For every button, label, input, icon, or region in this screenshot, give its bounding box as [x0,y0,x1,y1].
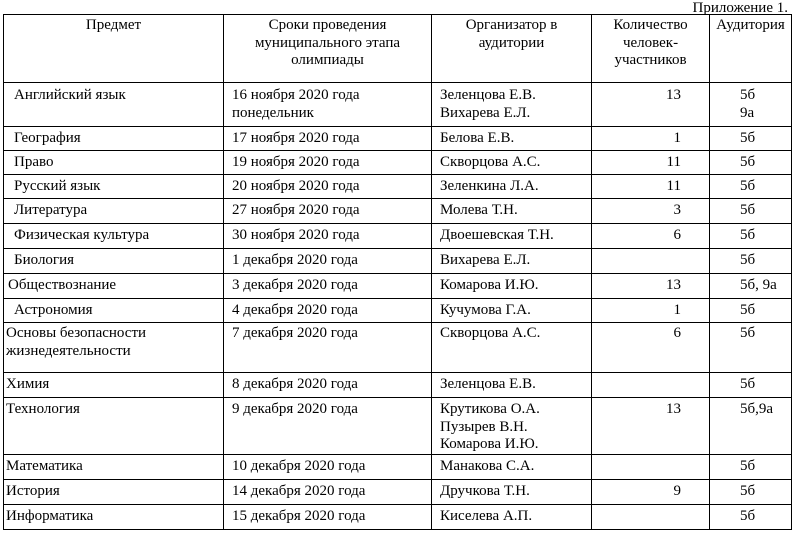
cell-organizer-line: Белова Е.В. [440,130,515,146]
cell-room [710,249,792,274]
cell-subject: Обществознание [4,274,224,299]
cell-room [710,224,792,249]
cell-organizer-line: Зеленцова Е.В. [440,87,536,103]
cell-count [592,373,710,398]
cell-organizer [432,398,592,455]
cell-room-line: 5б [740,457,756,474]
cell-room-line: 5б [740,507,756,524]
cell-date-line: 1 декабря 2020 года [232,252,358,268]
cell-subject: Русский язык [4,175,224,199]
table-row [4,199,792,224]
cell-room [710,199,792,224]
cell-subject: Физическая культура [4,224,224,249]
table-row [4,175,792,199]
cell-date-line: 7 декабря 2020 года [232,325,358,341]
cell-subject: Математика [4,454,224,479]
table-row [4,249,792,274]
cell-date [224,151,432,175]
cell-date-line: 14 декабря 2020 года [232,482,366,499]
cell-organizer-line: Кучумова Г.А. [440,302,531,318]
cell-organizer [432,199,592,224]
cell-organizer-line: Дручкова Т.Н. [440,482,530,499]
table-row [4,127,792,151]
cell-room-line: 5б [740,376,756,392]
cell-room [710,274,792,299]
header-subject: Предмет [4,15,224,83]
cell-room-line: 9а [740,104,755,121]
cell-date-line: 20 ноября 2020 года [232,178,360,194]
cell-date [224,504,432,529]
cell-room-line: 5б [740,87,756,103]
cell-date [224,83,432,127]
cell-subject: Биология [4,249,224,274]
cell-date [224,199,432,224]
cell-room-line: 5б, 9а [740,277,777,293]
cell-date-line: 17 ноября 2020 года [232,130,360,146]
table-row [4,398,792,455]
cell-date [224,249,432,274]
header-count: Количество человек-участников [592,15,710,83]
cell-organizer [432,504,592,529]
cell-room-line: 5б [740,178,756,194]
cell-count: 13 [592,83,710,127]
cell-organizer [432,299,592,323]
cell-room [710,323,792,373]
cell-subject: История [4,479,224,504]
cell-date [224,479,432,504]
cell-room [710,151,792,175]
cell-count: 11 [592,151,710,175]
cell-count [592,249,710,274]
table-row [4,151,792,175]
cell-organizer [432,454,592,479]
cell-room-line: 5б [740,227,756,243]
cell-room-line: 5б [740,130,756,146]
cell-count: 1 [592,299,710,323]
cell-date [224,323,432,373]
cell-room [710,175,792,199]
cell-date-line: 10 декабря 2020 года [232,457,366,474]
header-organizer: Организатор в аудитории [432,15,592,83]
cell-count: 3 [592,199,710,224]
header-room: Аудитория [710,15,792,83]
cell-organizer [432,175,592,199]
table-row [4,83,792,127]
cell-organizer [432,274,592,299]
cell-room-line: 5б [740,325,756,341]
table-row [4,504,792,529]
header-row [4,15,792,83]
cell-organizer-line: Комарова И.Ю. [440,436,539,452]
cell-room-line: 5б [740,202,756,218]
cell-organizer-line: Двоешевская Т.Н. [440,227,554,243]
cell-count [592,504,710,529]
cell-date-line: 3 декабря 2020 года [232,277,358,293]
cell-organizer [432,83,592,127]
table-row [4,274,792,299]
cell-room-line: 5б [740,252,756,268]
cell-date-line: 27 ноября 2020 года [232,202,360,218]
cell-organizer [432,249,592,274]
cell-organizer-line: Манакова С.А. [440,457,535,474]
cell-count: 11 [592,175,710,199]
appendix-label: Приложение 1. [692,0,788,16]
cell-date-line: 9 декабря 2020 года [232,401,358,417]
cell-room [710,504,792,529]
cell-room [710,83,792,127]
cell-subject: Химия [4,373,224,398]
cell-subject: География [4,127,224,151]
cell-count: 13 [592,398,710,455]
cell-organizer-line: Зеленкина Л.А. [440,178,539,194]
cell-subject: Основы безопасности жизнедеятельности [4,323,224,373]
olympiad-schedule-table [3,14,792,530]
cell-date [224,373,432,398]
cell-subject: Литература [4,199,224,224]
cell-subject: Технология [4,398,224,455]
table-row [4,224,792,249]
cell-organizer [432,151,592,175]
cell-date [224,274,432,299]
cell-organizer [432,479,592,504]
cell-room [710,479,792,504]
cell-room [710,398,792,455]
table-row [4,323,792,373]
cell-organizer [432,323,592,373]
cell-count: 6 [592,323,710,373]
cell-organizer-line: Скворцова А.С. [440,154,541,170]
cell-date [224,127,432,151]
cell-organizer [432,224,592,249]
cell-subject: Астрономия [4,299,224,323]
cell-count: 9 [592,479,710,504]
cell-organizer-line: Пузырев В.Н. [440,418,528,435]
cell-organizer-line: Зеленцова Е.В. [440,376,536,392]
table-row [4,479,792,504]
cell-room [710,127,792,151]
table-row [4,454,792,479]
cell-date [224,224,432,249]
cell-date-line: 19 ноября 2020 года [232,154,360,170]
cell-room-line: 5б,9а [740,401,774,417]
cell-date-line: 30 ноября 2020 года [232,227,360,243]
cell-room [710,373,792,398]
table-row [4,373,792,398]
cell-count [592,454,710,479]
cell-date-line: 15 декабря 2020 года [232,507,366,524]
cell-date-line: понедельник [232,104,314,121]
cell-date-line: 4 декабря 2020 года [232,302,358,318]
cell-organizer-line: Крутикова О.А. [440,401,540,417]
cell-organizer-line: Вихарева Е.Л. [440,104,531,121]
cell-organizer [432,127,592,151]
cell-subject: Информатика [4,504,224,529]
cell-count: 1 [592,127,710,151]
cell-date-line: 8 декабря 2020 года [232,376,358,392]
cell-organizer-line: Вихарева Е.Л. [440,252,531,268]
cell-date [224,299,432,323]
cell-organizer-line: Комарова И.Ю. [440,277,539,293]
cell-date [224,398,432,455]
cell-room-line: 5б [740,302,756,318]
cell-date [224,175,432,199]
cell-organizer-line: Скворцова А.С. [440,325,541,341]
cell-room [710,454,792,479]
cell-room [710,299,792,323]
cell-subject: Английский язык [4,83,224,127]
cell-count: 13 [592,274,710,299]
cell-subject: Право [4,151,224,175]
header-dates: Сроки проведения муниципального этапа олимпиады [224,15,432,83]
cell-organizer-line: Киселева А.П. [440,507,533,524]
cell-date-line: 16 ноября 2020 года [232,87,360,103]
cell-date [224,454,432,479]
table-row [4,299,792,323]
cell-organizer-line: Молева Т.Н. [440,202,518,218]
cell-room-line: 5б [740,154,756,170]
cell-room-line: 5б [740,482,756,499]
cell-organizer [432,373,592,398]
cell-count: 6 [592,224,710,249]
